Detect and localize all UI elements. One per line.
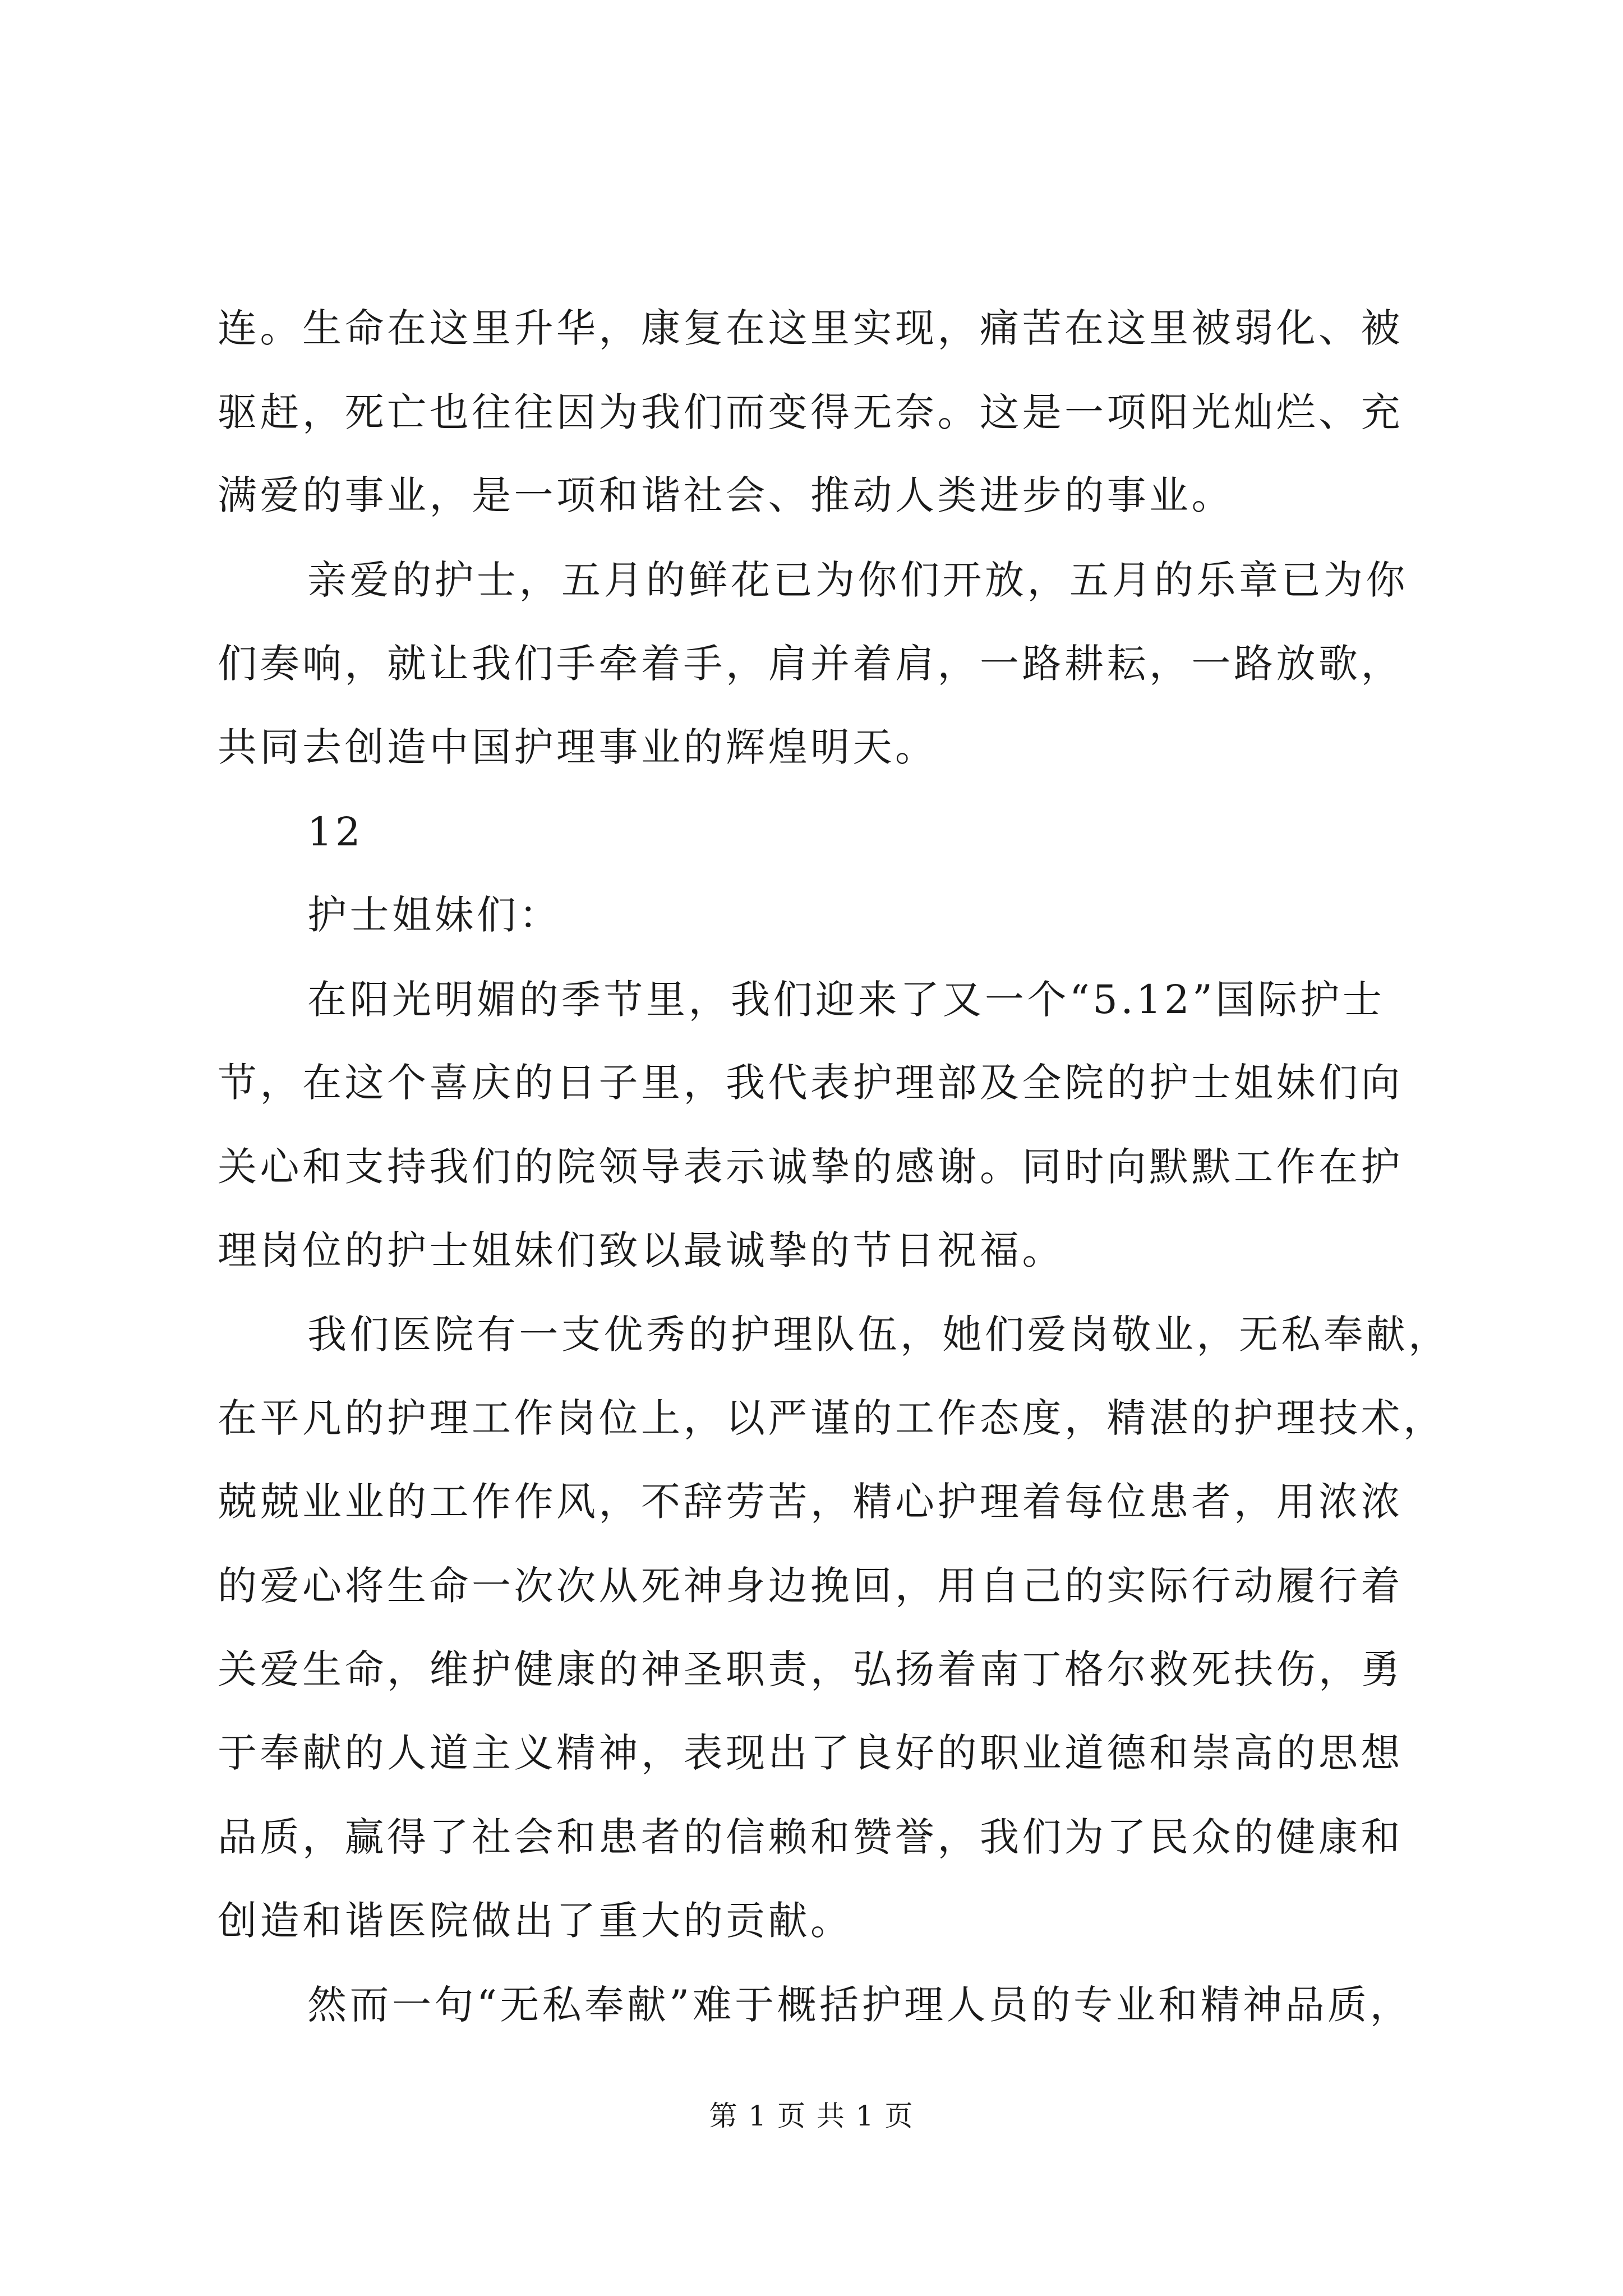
paragraph-start-line: 我们医院有一支优秀的护理队伍，她们爱岗敬业，无私奉献， bbox=[307, 1312, 1451, 1358]
text-line: 的爱心将生命一次次从死神身边挽回，用自己的实际行动履行着 bbox=[218, 1563, 1403, 1609]
text-line: 于奉献的人道主义精神，表现出了良好的职业道德和崇高的思想 bbox=[218, 1730, 1403, 1776]
text-line: 兢兢业业的工作作风，不辞劳苦，精心护理着每位患者，用浓浓 bbox=[218, 1479, 1403, 1525]
text-line: 关心和支持我们的院领导表示诚挚的感谢。同时向默默工作在护 bbox=[218, 1144, 1403, 1190]
text-line: 共同去创造中国护理事业的辉煌明天。 bbox=[218, 724, 938, 770]
paragraph-start-line: 然而一句“无私奉献”难于概括护理人员的专业和精神品质， bbox=[307, 1982, 1413, 2028]
text-line: 在平凡的护理工作岗位上，以严谨的工作态度，精湛的护理技术， bbox=[218, 1395, 1446, 1441]
salutation: 护士姐妹们： bbox=[307, 892, 561, 938]
text-line: 品质，赢得了社会和患者的信赖和赞誉，我们为了民众的健康和 bbox=[218, 1814, 1403, 1860]
paragraph-start-line: 在阳光明媚的季节里，我们迎来了又一个“5.12”国际护士 bbox=[307, 977, 1385, 1023]
paragraph-start-line: 亲爱的护士，五月的鲜花已为你们开放，五月的乐章已为你 bbox=[307, 557, 1408, 603]
text-line: 们奏响，就让我们手牵着手，肩并着肩，一路耕耘，一路放歌， bbox=[218, 641, 1403, 687]
section-number: 12 bbox=[307, 809, 364, 855]
text-line: 驱赶，死亡也往往因为我们而变得无奈。这是一项阳光灿烂、充 bbox=[218, 389, 1403, 435]
text-line: 连。生命在这里升华，康复在这里实现，痛苦在这里被弱化、被 bbox=[218, 305, 1403, 351]
text-line: 创造和谐医院做出了重大的贡献。 bbox=[218, 1898, 853, 1944]
text-line: 满爱的事业，是一项和谐社会、推动人类进步的事业。 bbox=[218, 472, 1234, 518]
text-line: 关爱生命，维护健康的神圣职责，弘扬着南丁格尔救死扶伤，勇 bbox=[218, 1646, 1403, 1692]
text-line: 理岗位的护士姐妹们致以最诚挚的节日祝福。 bbox=[218, 1227, 1064, 1273]
page-footer: 第 1 页 共 1 页 bbox=[709, 2100, 914, 2132]
text-line: 节，在这个喜庆的日子里，我代表护理部及全院的护士姐妹们向 bbox=[218, 1060, 1403, 1106]
